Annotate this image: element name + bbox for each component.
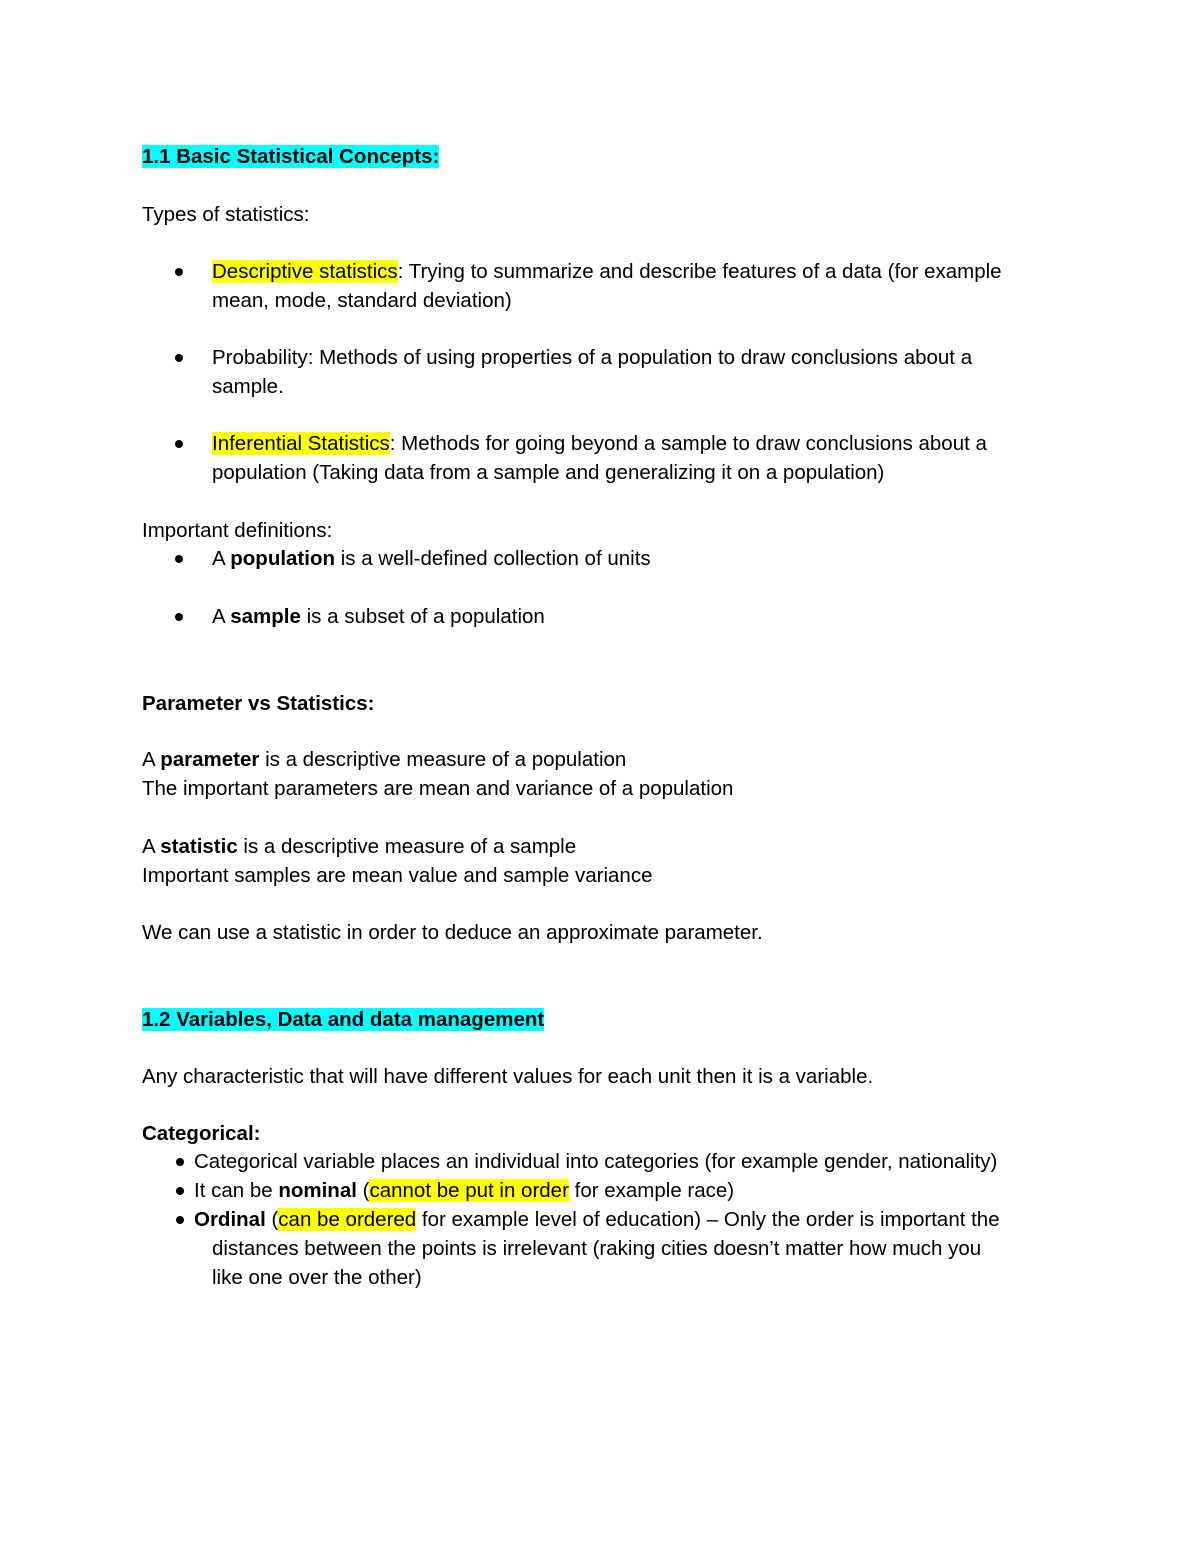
heading-highlight: 1.1 Basic Statistical Concepts: [142,145,440,168]
heading-highlight: 1.2 Variables, Data and data management [142,1008,545,1031]
variable-intro: Any characteristic that will have different values for each unit then it is a variable. [142,1065,874,1088]
bullet-icon [175,613,183,621]
section-heading-1-1 [142,142,439,171]
conclusion-text: We can use a statistic in order to deduce an approximate parameter. [142,921,763,944]
bullet-icon [175,354,183,362]
statistic-definition: A statistic is a descriptive measure of a sample [142,835,577,858]
bullet-icon [176,1187,184,1195]
list-item-descriptive-cont: mean, mode, standard deviation) [212,289,512,312]
term-inferential-statistics: Inferential Statistics [212,432,390,455]
categorical-heading: Categorical: [142,1122,261,1145]
categorical-bullet-ordinal: Ordinal (can be ordered for example level of education) – Only the order is important the [194,1208,1000,1231]
bullet-icon [175,440,183,448]
term-descriptive-statistics: Descriptive statistics [212,260,398,283]
definitions-label: Important definitions: [142,519,333,542]
categorical-bullet-1: Categorical variable places an individual into categories (for example gender, nationality) [194,1150,998,1173]
bullet-icon [176,1158,184,1166]
bullet-icon [175,268,183,276]
list-item-descriptive: Descriptive statistics: Trying to summarize and describe features of a data (for example [212,260,1002,283]
list-item-inferential: Inferential Statistics: Methods for going beyond a sample to draw conclusions about a [212,432,987,455]
statistic-note: Important samples are mean value and sample variance [142,864,653,887]
list-item-probability: Probability: Methods of using properties of a population to draw conclusions about a [212,346,973,369]
highlight-cannot-be-ordered: cannot be put in order [369,1179,569,1202]
list-item-probability-cont: sample. [212,375,284,398]
section-heading-1-2 [142,1005,544,1034]
parameter-note: The important parameters are mean and variance of a population [142,777,734,800]
definition-population: A population is a well-defined collection of units [212,547,651,570]
categorical-bullet-nominal: It can be nominal (cannot be put in order for example race) [194,1179,735,1202]
bullet-icon [175,555,183,563]
categorical-bullet-ordinal-cont-1: distances between the points is irrelevant (raking cities doesn’t matter how much you [212,1237,982,1260]
types-label: Types of statistics: [142,203,310,226]
highlight-can-be-ordered: can be ordered [278,1208,417,1231]
parameter-vs-statistics-heading: Parameter vs Statistics: [142,692,375,715]
definition-sample: A sample is a subset of a population [212,605,545,628]
categorical-bullet-ordinal-cont-2: like one over the other) [212,1266,422,1289]
bullet-icon [176,1216,184,1224]
list-item-inferential-cont: population (Taking data from a sample and generalizing it on a population) [212,461,885,484]
parameter-definition: A parameter is a descriptive measure of a population [142,748,627,771]
